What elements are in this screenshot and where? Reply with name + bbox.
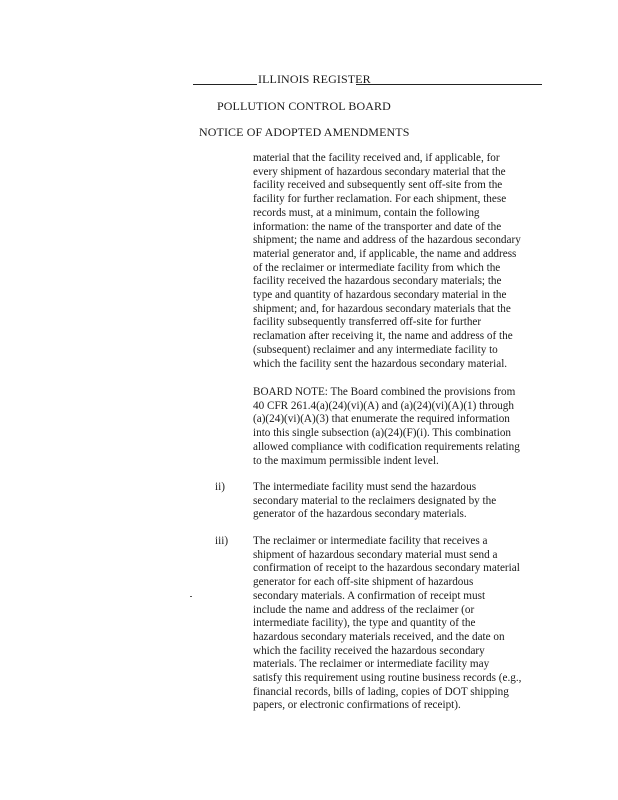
text-line: facility received the hazardous secondary materials; the <box>253 275 502 288</box>
text-line: secondary materials. A confirmation of receipt must <box>253 589 486 602</box>
text-line: shipment; the name and address of the hazardous secondary <box>253 234 521 247</box>
text-line: facility subsequently transferred off-site for further <box>253 316 482 329</box>
text-line: (subsequent) reclaimer and any intermediate facility to <box>253 343 498 356</box>
text-line: of the reclaimer or intermediate facility from which the <box>253 261 501 274</box>
text-line: include the name and address of the reclaimer (or <box>253 603 475 616</box>
text-line: which the facility received the hazardous secondary <box>253 644 485 657</box>
board-note-paragraph <box>253 386 520 468</box>
record-requirements-paragraph <box>253 152 521 371</box>
text-line: reclamation after receiving it, the name and address of the <box>253 330 513 343</box>
item-iii-paragraph <box>253 535 521 713</box>
header-rule-right <box>356 84 542 85</box>
text-line: type and quantity of hazardous secondary material in the <box>253 289 507 302</box>
text-line: secondary material to the reclaimers designated by the <box>253 494 497 507</box>
text-line: allowed compliance with codification requirements relating <box>253 440 520 453</box>
text-line: records must, at a minimum, contain the following <box>253 206 480 219</box>
text-line: information: the name of the transporter and date of the <box>253 220 502 233</box>
text-line: intermediate facility), the type and quantity of the <box>253 617 476 630</box>
text-line: generator of the hazardous secondary materials. <box>253 508 467 521</box>
text-line: every shipment of hazardous secondary material that the <box>253 165 506 178</box>
text-line: to the maximum permissible indent level. <box>253 454 439 467</box>
item-ii-marker: ii) <box>215 481 225 493</box>
text-line: material that the facility received and, if applicable, for <box>253 152 500 164</box>
header-rule-left <box>193 84 257 85</box>
text-line: papers, or electronic confirmations of receipt). <box>253 699 461 712</box>
text-line: materials. The reclaimer or intermediate facility may <box>253 658 490 671</box>
text-line: facility for further reclamation. For each shipment, these <box>253 193 507 206</box>
text-line: 40 CFR 261.4(a)(24)(vi)(A) and (a)(24)(vi)(A)(1) through <box>253 399 514 412</box>
board-title: POLLUTION CONTROL BOARD <box>217 99 391 113</box>
item-iii-marker: iii) <box>215 535 229 547</box>
item-ii-paragraph <box>253 481 496 522</box>
text-line: generator for each off-site shipment of hazardous <box>253 576 474 589</box>
text-line: shipment of hazardous secondary material must send a <box>253 548 498 561</box>
text-line: into this single subsection (a)(24)(F)(i). This combination <box>253 427 512 440</box>
text-line: The intermediate facility must send the hazardous <box>253 481 477 493</box>
text-line: material generator and, if applicable, the name and address <box>253 247 517 260</box>
notice-title: NOTICE OF ADOPTED AMENDMENTS <box>199 125 410 139</box>
text-line: confirmation of receipt to the hazardous secondary material <box>253 562 520 575</box>
scan-speck <box>190 596 192 597</box>
text-line: facility received and subsequently sent off-site from the <box>253 179 503 192</box>
text-line: (a)(24)(vi)(A)(3) that enumerate the required information <box>253 413 510 426</box>
text-line: hazardous secondary materials received, and the date on <box>253 630 505 643</box>
text-line: The reclaimer or intermediate facility that receives a <box>253 535 488 547</box>
text-line: shipment; and, for hazardous secondary materials that the <box>253 302 511 315</box>
text-line: BOARD NOTE: The Board combined the provisions from <box>253 386 516 398</box>
text-line: financial records, bills of lading, copies of DOT shipping <box>253 685 509 698</box>
register-title: ILLINOIS REGISTER <box>258 72 371 86</box>
text-line: satisfy this requirement using routine business records (e.g., <box>253 672 522 685</box>
text-line: which the facility sent the hazardous secondary material. <box>253 357 508 370</box>
